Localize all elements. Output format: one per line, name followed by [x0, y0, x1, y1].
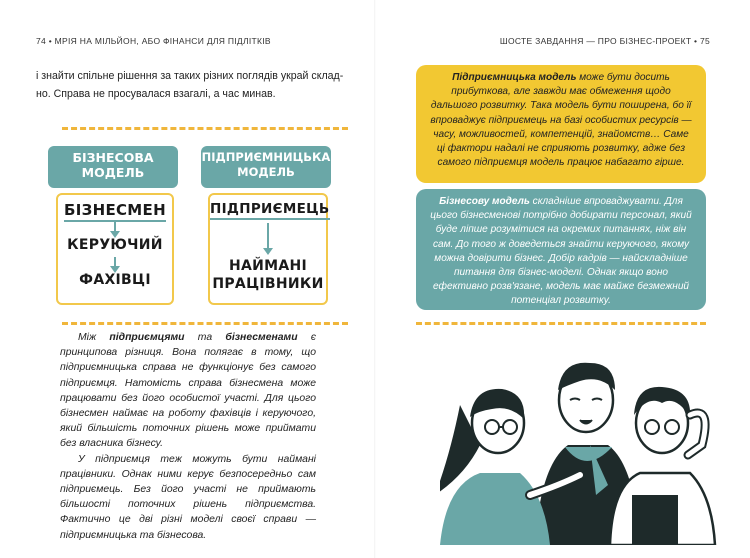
business-model-label-line2: МОДЕЛЬ — [81, 165, 145, 180]
callout-teal-title: Бізнесову модель — [439, 196, 530, 207]
body-text — [60, 330, 316, 543]
role-specialists: ФАХІВЦІ — [79, 272, 151, 288]
divider-right — [416, 322, 706, 325]
arrow-down-3 — [267, 223, 269, 249]
business-model-label — [48, 146, 178, 188]
body-paragraph-1: Між підприємцями та бізнесменами є принципова різниця. Вона полягає в тому, що підприємницька справа не функціонує без самого підприємця. Натомість справа бізнесмена може працювати без його особистої участі. Для цього бізнесмен наймає на роботу фахівців і керуючого, який більшість поточних рішень може приймати без власника бізнесу. — [60, 332, 317, 450]
term-entrepreneurs: підприємцями — [109, 332, 185, 343]
role-businessman: БІЗНЕСМЕН — [64, 201, 166, 222]
intro-line-2: но. Справа не просувалася взагалі, а час минав. — [36, 87, 276, 100]
running-header-left: 74 • МРІЯ НА МІЛЬЙОН, АБО ФІНАНСИ ДЛЯ ПІДЛІТКІВ — [36, 36, 271, 46]
entrepreneur-model-label-line1: ПІДПРИЄМНИЦЬКА — [201, 150, 331, 164]
callout-teal-text: складніше впроваджувати. Для цього бізнесменові потрібно добирати персонал, який буде ліпше розумітися на окремих питаннях, ніж він сам. До того ж доведеться знайти керуючого, якому можна довірити бізнес. Добір кадрів — найскладніше питання для бізнес-моделі. Однак якщо воно ефективно розв'язане, модель має майже безмежний потенціал розвитку. — [430, 196, 692, 307]
divider-bottom — [62, 322, 348, 325]
boy-figure — [610, 387, 715, 545]
intro-text — [36, 68, 356, 103]
role-employees-1: НАЙМАНІ — [228, 258, 308, 274]
callout-yellow-title: Підприємницька модель — [452, 72, 577, 83]
body-paragraph-2: У підприємця теж можуть бути наймані працівники. Однак ними керує безпосередньо сам підприємець. Без його участі не приймають більшості поточних рішень підприємства. Фактично це дві різні моделі своєї справи — підприємницька та бізнесова. — [60, 453, 316, 541]
term-businessmen: бізнесменами — [225, 332, 298, 343]
entrepreneur-model-label — [201, 146, 331, 188]
role-employees-2: ПРАЦІВНИКИ — [212, 276, 324, 292]
business-model-label-line1: БІЗНЕСОВА — [72, 150, 154, 165]
role-manager: КЕРУЮЧИЙ — [67, 237, 163, 253]
callout-entrepreneur-model — [416, 65, 706, 183]
callout-yellow-text: може бути досить прибуткова, але завжди має обмеження щодо дальшого розвитку. Така модель бути поширена, бо її впроваджує підприємець на базі особистих ресурсів — часу, можливостей, компетенцій, знайомств… Саме ці фактори надалі не сприяють розвитку, адже без самого підприємця модель працює набагато гірше. — [430, 72, 692, 169]
divider-top — [62, 127, 348, 130]
page-gutter — [374, 0, 376, 558]
arrow-down-1 — [114, 222, 116, 232]
entrepreneur-model-label-line2: МОДЕЛЬ — [237, 165, 295, 179]
callout-business-model — [416, 189, 706, 310]
intro-line-1: і знайти спільне рішення за таких різних поглядів украй склад- — [36, 70, 344, 82]
running-header-right: ШОСТЕ ЗАВДАННЯ — ПРО БІЗНЕС-ПРОЕКТ • 75 — [499, 36, 710, 46]
illustration-three-people — [440, 345, 730, 545]
entrepreneur-model-card — [208, 193, 328, 305]
role-entrepreneur: ПІДПРИЄМЕЦЬ — [210, 201, 330, 220]
business-model-card — [56, 193, 174, 305]
arrow-down-2 — [114, 257, 116, 267]
